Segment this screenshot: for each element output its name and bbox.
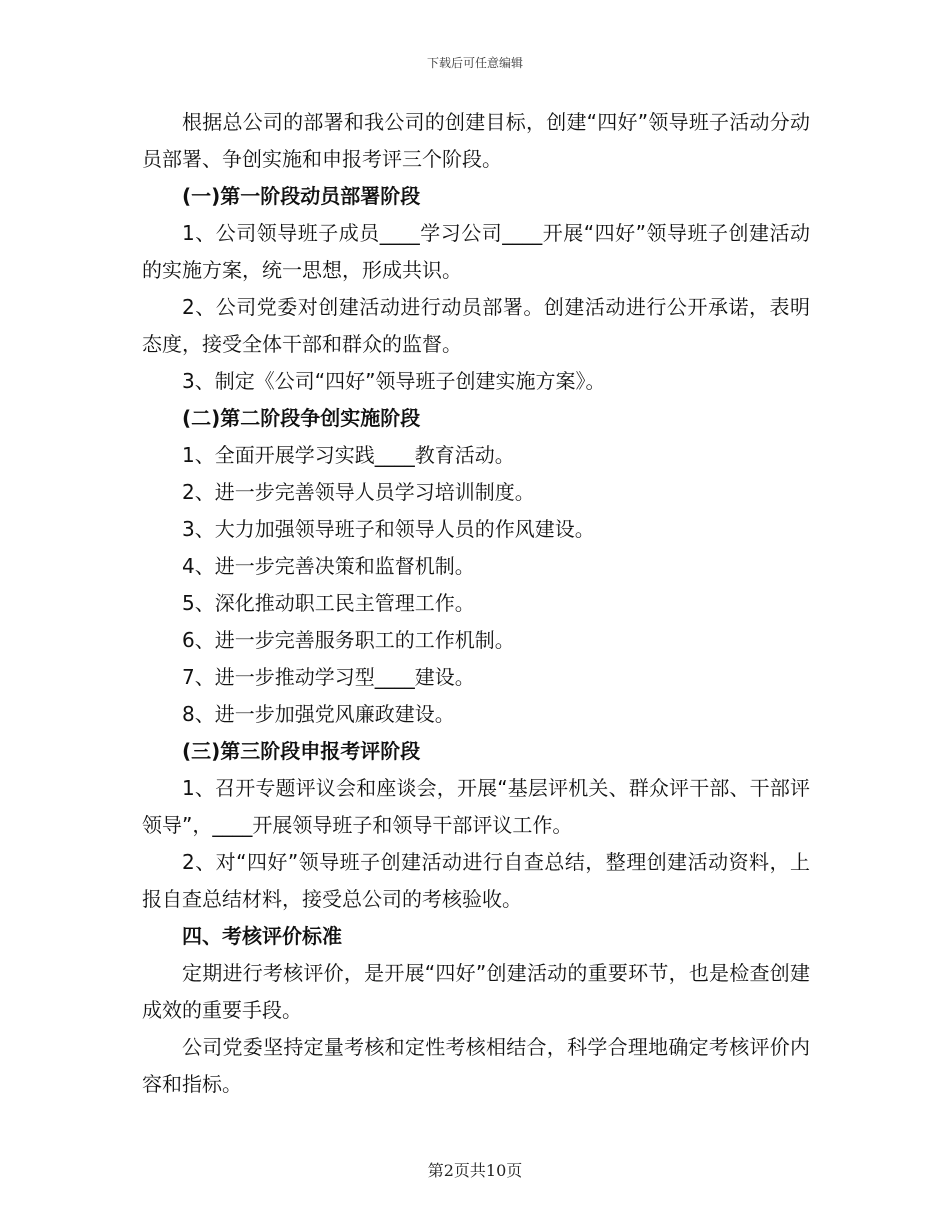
body-paragraph: 公司党委坚持定量考核和定性考核相结合，科学合理地确定考核评价内容和指标。 (142, 1035, 810, 1096)
list-item: 1、全面开展学习实践____教育活动。 (182, 443, 515, 467)
list-item: 6、进一步完善服务职工的工作机制。 (182, 628, 515, 652)
section-heading-evaluation: 四、考核评价标准 (182, 924, 342, 948)
list-item: 2、公司党委对创建活动进行动员部署。创建活动进行公开承诺，表明态度，接受全体干部和群众的监督。 (142, 295, 810, 356)
list-item: 7、进一步推动学习型____建设。 (182, 665, 475, 689)
list-item: 2、对“四好”领导班子创建活动进行自查总结，整理创建活动资料，上报自查总结材料，接受总公司的考核验收。 (142, 850, 810, 911)
list-item: 2、进一步完善领导人员学习培训制度。 (182, 480, 535, 504)
section-heading-phase-1: (一)第一阶段动员部署阶段 (182, 184, 421, 208)
list-item: 8、进一步加强党风廉政建设。 (182, 702, 455, 726)
list-item: 1、公司领导班子成员____学习公司____开展“四好”领导班子创建活动的实施方案，统一思想，形成共识。 (142, 221, 810, 282)
list-item: 3、制定《公司“四好”领导班子创建实施方案》。 (182, 369, 606, 393)
body-paragraph: 定期进行考核评价，是开展“四好”创建活动的重要环节，也是检查创建成效的重要手段。 (142, 961, 810, 1022)
list-item: 1、召开专题评议会和座谈会，开展“基层评机关、群众评干部、干部评领导”，____开展领导班子和领导干部评议工作。 (142, 776, 810, 837)
page-footer: 第2页共10页 (427, 1161, 523, 1180)
intro-paragraph: 根据总公司的部署和我公司的创建目标，创建“四好”领导班子活动分动员部署、争创实施和申报考评三个阶段。 (142, 110, 810, 171)
section-heading-phase-2: (二)第二阶段争创实施阶段 (182, 406, 421, 430)
list-item: 3、大力加强领导班子和领导人员的作风建设。 (182, 517, 595, 541)
document-body (142, 104, 810, 1103)
section-heading-phase-3: (三)第三阶段申报考评阶段 (182, 739, 421, 763)
list-item: 4、进一步完善决策和监督机制。 (182, 554, 475, 578)
page-header: 下载后可任意编辑 (426, 56, 523, 70)
list-item: 5、深化推动职工民主管理工作。 (182, 591, 475, 615)
